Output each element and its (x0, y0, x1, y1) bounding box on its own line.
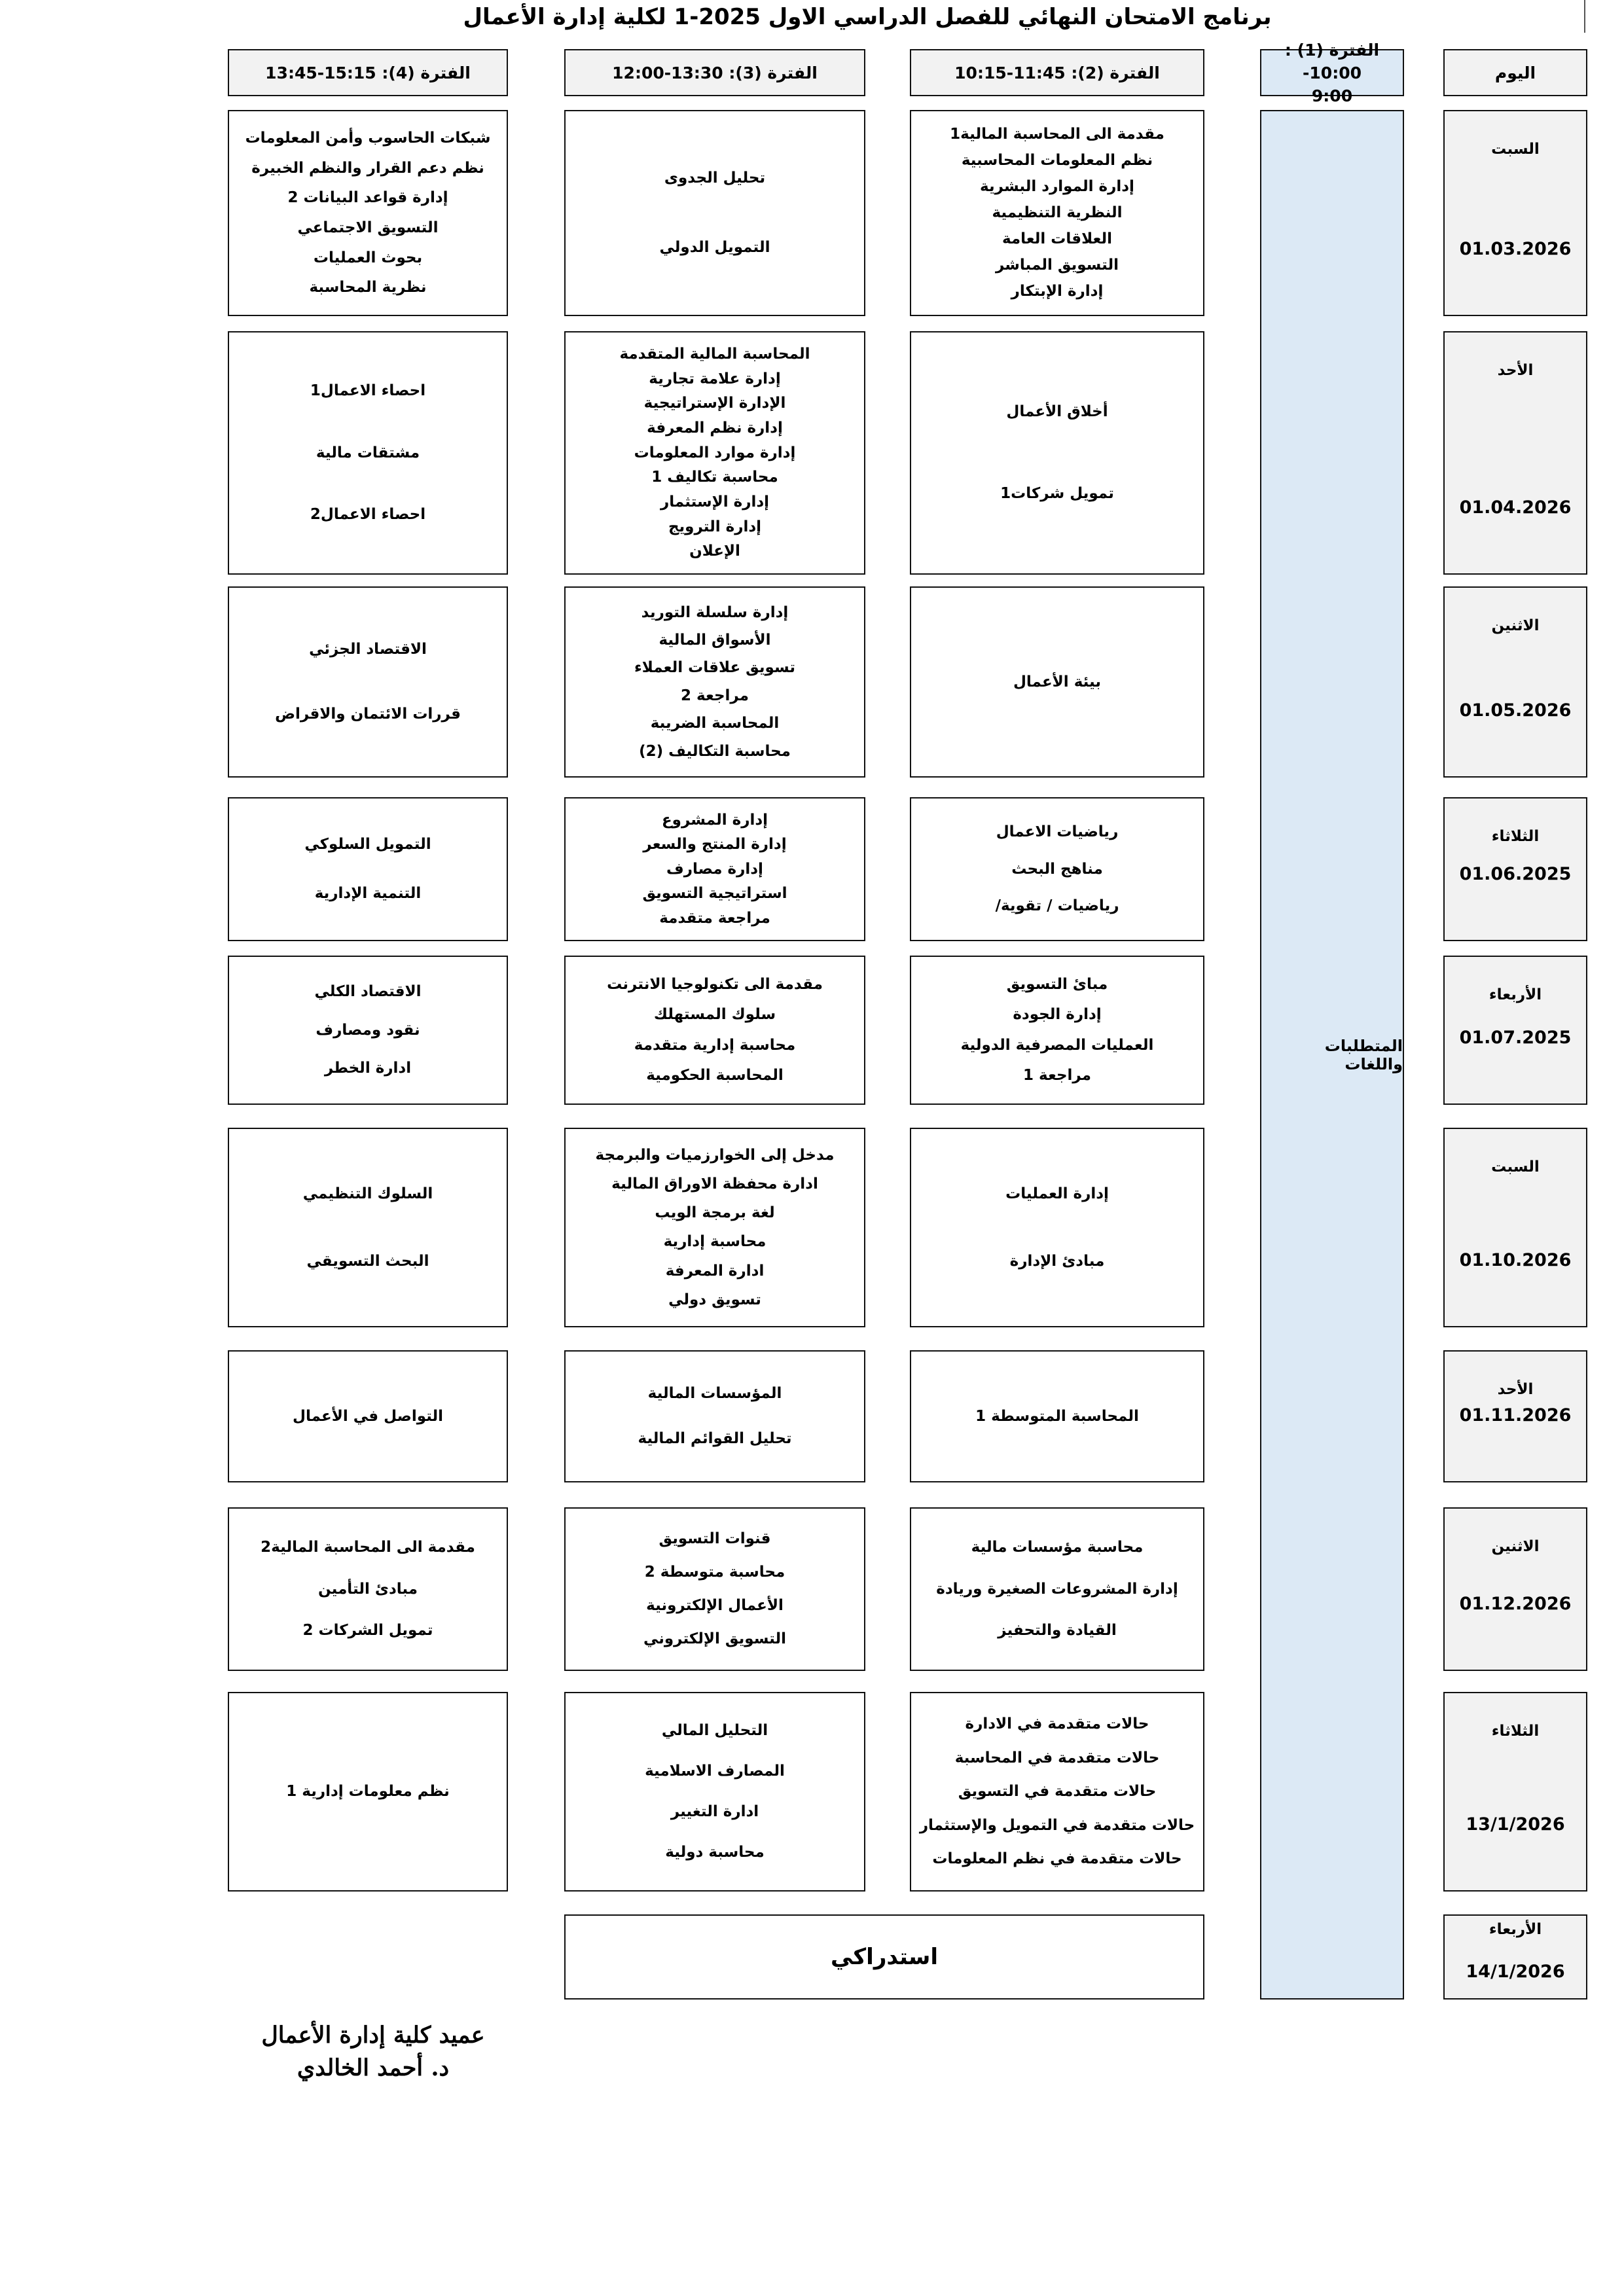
course-name: التحليل المالي (661, 1722, 768, 1740)
exam-cell-p3 (564, 1507, 865, 1671)
day-name: الثلاثاء (1491, 828, 1540, 845)
day-date: 13/1/2026 (1466, 1814, 1565, 1835)
course-name: حالات متقدمة في نظم المعلومات (932, 1850, 1182, 1868)
course-name: التسويق الإلكتروني (643, 1630, 787, 1647)
exam-cell-p2 (910, 331, 1204, 575)
day-date: 14/1/2026 (1466, 1962, 1565, 1982)
course-name: المصارف الاسلامية (645, 1763, 785, 1780)
course-name: مقدمة الى المحاسبة المالية2 (261, 1538, 475, 1556)
exam-cell-p4 (228, 1692, 508, 1892)
course-name: محاسبة إدارية (663, 1233, 767, 1251)
course-name: مراجعة 2 (681, 687, 749, 704)
course-name: الاقتصاد الجزئي (309, 641, 427, 658)
course-name: احصاء الاعمال1 (310, 382, 426, 400)
course-name: استراتيجية التسويق (642, 885, 787, 903)
course-name: إدارة الموارد البشرية (980, 178, 1134, 196)
header-day: اليوم (1443, 49, 1587, 96)
course-name: إدارة سلسلة التوريد (641, 603, 789, 621)
makeup-exam-label: استدراكي (831, 1944, 939, 1970)
exam-cell-p2 (910, 956, 1204, 1105)
exam-cell-p4 (228, 586, 508, 778)
divider (1584, 0, 1585, 33)
day-name: الأربعاء (1489, 986, 1542, 1003)
exam-cell-p4 (228, 1128, 508, 1327)
course-name: بيئة الأعمال (1013, 673, 1102, 691)
exam-cell-p4 (228, 1507, 508, 1671)
course-name: إدارة الإستثمار (660, 493, 770, 511)
exam-cell-p2 (910, 1692, 1204, 1892)
course-name: مباىٔ التسويق (1006, 975, 1108, 993)
course-name: نقود ومصارف (316, 1021, 420, 1039)
signature-title: عميد كلية إدارة الأعمال (261, 2022, 485, 2049)
course-name: الأسواق المالية (659, 632, 771, 649)
course-name: نظم معلومات إدارية 1 (286, 1783, 450, 1801)
course-name: التسويق الاجتماعي (297, 219, 439, 236)
course-name: حالات متقدمة في الادارة (965, 1715, 1149, 1732)
course-name: حالات متقدمة في التسويق (958, 1783, 1157, 1801)
course-name: إدارة الإبتكار (1011, 283, 1104, 300)
course-name: إدارة الجودة (1013, 1006, 1102, 1024)
course-name: المحاسبة الحكومية (646, 1067, 784, 1085)
course-name: تحليل القوائم المالية (638, 1430, 792, 1448)
course-name: السلوك التنظيمي (302, 1185, 433, 1202)
course-name: نظم المعلومات المحاسبية (961, 152, 1153, 170)
day-cell (1443, 797, 1587, 941)
exam-cell-p4 (228, 331, 508, 575)
course-name: البحث التسويقي (306, 1252, 429, 1270)
exam-cell-p2 (910, 1507, 1204, 1671)
exam-cell-p2 (910, 1128, 1204, 1327)
course-name: قررات الائتمان والاقراض (275, 706, 461, 723)
makeup-exam-cell (564, 1914, 1204, 2000)
course-name: التمويل السلوكي (304, 836, 431, 853)
course-name: تسويق علاقات العملاء (634, 659, 795, 677)
day-name: السبت (1491, 141, 1540, 158)
exam-cell-p2 (910, 1350, 1204, 1482)
course-name: إدارة المنتج والسعر (643, 836, 787, 853)
day-date: 01.12.2026 (1459, 1594, 1572, 1614)
course-name: ادارة الخطر (324, 1059, 412, 1077)
course-name: رياضيات / تقوية/ (995, 897, 1119, 914)
course-name: الإعلان (689, 543, 740, 560)
course-name: تحليل الجدوى (664, 169, 766, 187)
day-name: السبت (1491, 1158, 1540, 1175)
course-name: المؤسسات المالية (647, 1385, 782, 1403)
exam-cell-p4 (228, 956, 508, 1105)
course-name: إدارة علامة تجارية (649, 370, 781, 387)
exam-cell-p4 (228, 1350, 508, 1482)
exam-cell-p2 (910, 797, 1204, 941)
day-date: 01.06.2025 (1459, 864, 1572, 884)
day-name: الأحد (1497, 362, 1534, 379)
requirements-column (1260, 110, 1404, 2000)
course-name: التنمية الإدارية (314, 885, 422, 903)
course-name: محاسبة إدارية متقدمة (634, 1036, 796, 1054)
course-name: إدارة المشروعات الصغيرة وريادة (936, 1580, 1178, 1598)
course-name: ادارة المعرفة (665, 1262, 765, 1280)
course-name: تسويق دولي (668, 1291, 761, 1308)
day-name: الأربعاء (1489, 1921, 1542, 1938)
course-name: حالات متقدمة في المحاسبة (954, 1749, 1160, 1767)
course-name: محاسبة تكاليف 1 (651, 469, 778, 486)
signature-block (223, 2019, 524, 2085)
exam-cell-p2 (910, 110, 1204, 316)
exam-cell-p4 (228, 110, 508, 316)
course-name: رياضيات الاعمال (996, 823, 1119, 841)
course-name: ادارة التغيير (670, 1803, 759, 1821)
exam-cell-p3 (564, 956, 865, 1105)
course-name: المحاسبة الضريبة (650, 715, 780, 732)
course-name: محاسبة التكاليف (2) (639, 742, 791, 760)
course-name: إدارة قواعد البيانات 2 (287, 189, 448, 207)
course-name: ادارة محفظة الاوراق المالية (611, 1175, 818, 1193)
day-date: 01.03.2026 (1459, 239, 1572, 259)
course-name: الاقتصاد الكلي (314, 983, 422, 1001)
course-name: محاسبة متوسطة 2 (644, 1564, 785, 1581)
signature-name: د. أحمد الخالدي (297, 2054, 450, 2081)
exam-cell-p3 (564, 1692, 865, 1892)
day-name: الاثنين (1491, 617, 1540, 634)
day-date: 01.04.2026 (1459, 497, 1572, 518)
header-period-4: الفترة (4): 15:15-13:45 (228, 49, 508, 96)
course-name: المحاسبة المتوسطة 1 (975, 1407, 1139, 1425)
header-period-2: الفترة (2): 11:45-10:15 (910, 49, 1204, 96)
day-cell (1443, 956, 1587, 1105)
course-name: العلاقات العامة (1001, 230, 1113, 248)
course-name: إدارة مصارف (666, 860, 763, 878)
day-cell (1443, 1128, 1587, 1327)
day-cell (1443, 1350, 1587, 1482)
course-name: نظرية المحاسبة (309, 279, 427, 296)
course-name: العمليات المصرفية الدولية (960, 1036, 1154, 1054)
exam-cell-p3 (564, 331, 865, 575)
course-name: لغة برمجة الويب (655, 1204, 775, 1221)
day-name: الاثنين (1491, 1538, 1540, 1555)
course-name: مقدمة الى المحاسبة المالية1 (950, 126, 1164, 143)
day-name: الثلاثاء (1491, 1723, 1540, 1740)
course-name: إدارة الترويج (668, 518, 762, 535)
exam-cell-p2 (910, 586, 1204, 778)
day-cell (1443, 1507, 1587, 1671)
course-name: مدخل إلى الخوارزميات والبرمجة (595, 1146, 835, 1164)
course-name: إدارة نظم المعرفة (647, 419, 783, 437)
course-name: إدارة العمليات (1005, 1185, 1109, 1202)
course-name: مبادئ الإدارة (1009, 1252, 1105, 1270)
course-name: تمويل شركات1 (1000, 485, 1114, 503)
exam-cell-p3 (564, 110, 865, 316)
course-name: احصاء الاعمال2 (310, 505, 426, 523)
course-name: بحوث العمليات (313, 249, 423, 266)
course-name: مراجعة 1 (1023, 1067, 1091, 1085)
course-name: محاسبة مؤسسات مالية (971, 1538, 1144, 1556)
course-name: التسويق المباشر (996, 257, 1119, 274)
course-name: التمويل الدولي (659, 239, 770, 257)
course-name: مبادئ التأمين (317, 1580, 418, 1598)
course-name: مناهج البحث (1011, 860, 1103, 878)
course-name: نظم دعم القرار والنظم الخبيرة (251, 159, 484, 177)
exam-cell-p3 (564, 797, 865, 941)
course-name: مشتقات مالية (316, 444, 420, 461)
course-name: مراجعة متقدمة (659, 909, 770, 927)
course-name: شبكات الحاسوب وأمن المعلومات (245, 129, 491, 147)
course-name: سلوك المستهلك (653, 1006, 776, 1024)
course-name: حالات متقدمة في التمويل والإستثمار (919, 1816, 1195, 1834)
exam-cell-p4 (228, 797, 508, 941)
day-date: 01.10.2026 (1459, 1250, 1572, 1270)
day-date: 01.05.2026 (1459, 700, 1572, 721)
course-name: القيادة والتحفيز (998, 1622, 1117, 1640)
course-name: محاسبة دولية (665, 1844, 765, 1861)
course-name: إدارة موارد المعلومات (634, 444, 796, 461)
exam-cell-p3 (564, 1350, 865, 1482)
exam-cell-p3 (564, 1128, 865, 1327)
course-name: تمويل الشركات 2 (302, 1622, 433, 1640)
course-name: أخلاق الأعمال (1006, 403, 1108, 420)
day-date: 01.07.2025 (1459, 1028, 1572, 1048)
exam-cell-p3 (564, 586, 865, 778)
course-name: التواصل في الأعمال (292, 1407, 444, 1425)
header-period-1 (1260, 40, 1404, 105)
course-name: الأعمال الإلكترونية (646, 1597, 784, 1615)
day-cell (1443, 1914, 1587, 2000)
day-name: الأحد (1497, 1381, 1534, 1398)
day-cell (1443, 586, 1587, 778)
day-cell (1443, 1692, 1587, 1892)
course-name: المحاسبة المالية المتقدمة (619, 345, 810, 363)
day-cell (1443, 110, 1587, 316)
course-name: الإدارة الإستراتيجية (643, 395, 786, 412)
course-name: مقدمة الى تكنولوجيا الانترنت (607, 975, 823, 993)
page-title: برنامج الامتحان النهائي للفصل الدراسي الاول 2025-1 لكلية إدارة الأعمال (463, 4, 1272, 30)
header-period-3: الفترة (3): 13:30-12:00 (564, 49, 865, 96)
day-date: 01.11.2026 (1459, 1405, 1572, 1426)
course-name: النظرية التنظيمية (992, 204, 1123, 222)
course-name: قنوات التسويق (659, 1530, 771, 1548)
course-name: إدارة المشروع (661, 811, 768, 829)
day-cell (1443, 331, 1587, 575)
requirements-label: المتطلبات واللغات (1324, 1036, 1403, 1073)
header-period-1-label: الفترة (1) : 10:00-9:00 (1284, 40, 1380, 105)
